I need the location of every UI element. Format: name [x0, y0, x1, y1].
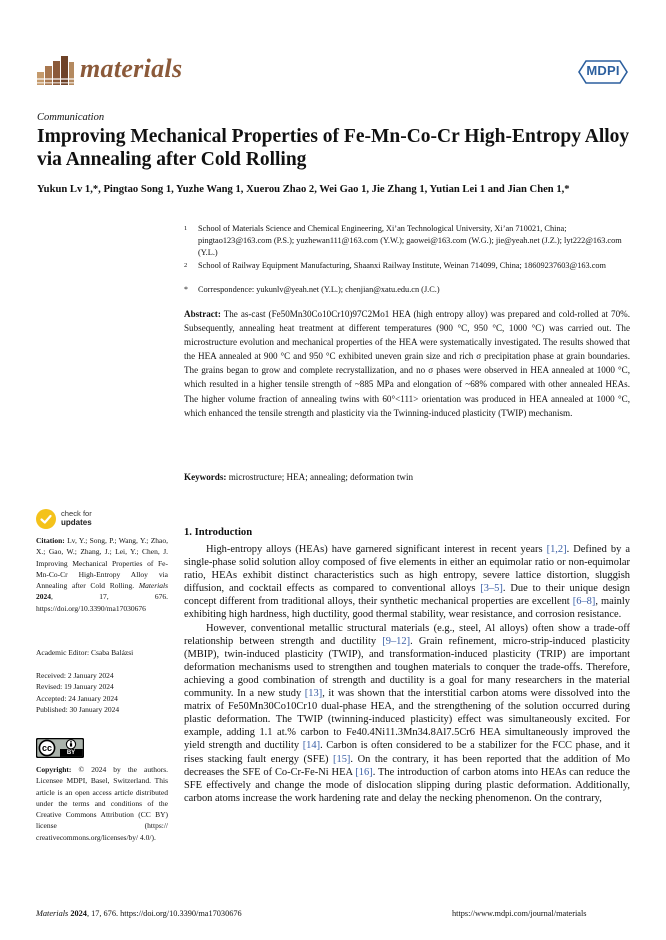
footer-doi-link[interactable]: , 17, 676. https://doi.org/10.3390/ma17030676 [86, 909, 242, 918]
text-run: . The introduction of carbon atoms into HEAs can reduce the SFE effectively and change the mode of dislocation slipping during plastic deformation. Additionally, carbon atoms increase the work hardening rate and delay the necking phenomenon. On the contrary, [184, 766, 630, 804]
check-for-updates-button[interactable] [36, 508, 156, 534]
affiliation-mark: 1 [184, 225, 188, 232]
citation-doi-link[interactable]: , 17, 676. https://doi.org/10.3390/ma17030676 [36, 592, 168, 613]
date-accepted: Accepted: 24 January 2024 [36, 693, 118, 703]
keywords-label: Keywords: [184, 472, 227, 482]
introduction-body [184, 543, 630, 805]
footer-citation [36, 909, 242, 918]
article-type: Communication [37, 112, 105, 123]
journal-name: materials [80, 54, 183, 83]
copyright-label: Copyright: [36, 765, 72, 774]
cc-label: cc [41, 743, 52, 753]
text-run: , it was shown that the interstitial carbon atoms were dissolved into the matrix of Fe50Mn30Co10Cr10 dual-phase HEA, and the strengthening of the solution occurred during plastic deformation. The TWIP (twinning-induced plasticity) effect was simultaneously excited. For example, adding 1.1 at.% carbon to Fe40.4Ni11.3Mn34.8Al7.5Cr6 HEA simultaneously improved the yield strength and ductility [184, 688, 630, 752]
citation-label: Citation: [36, 536, 65, 545]
article-title: Improving Mechanical Properties of Fe-Mn-Co-Cr High-Entropy Alloy via Annealing after Cold Rolling [37, 126, 630, 170]
footer-journal: Materials [36, 909, 69, 918]
check-updates-label [61, 509, 92, 527]
text-run: . On the contrary, it has been reported that the addition of Mo decreases the SFE of Co-Cr-Fe-Ni HEA [184, 753, 630, 778]
keywords-text: microstructure; HEA; annealing; deformation twin [228, 472, 414, 482]
academic-editor: Academic Editor: Csaba Balázsi [36, 648, 134, 657]
copyright-text: © 2024 by the authors. Licensee MDPI, Basel, Switzerland. This article is an open access article distributed under the terms and conditions of the Creative Commons Attribution (CC BY) license (https:// creativecommons.org/licenses/by/ 4.0/). [36, 765, 168, 842]
date-received: Received: 2 January 2024 [36, 671, 114, 680]
abstract [184, 307, 630, 420]
text-run: High-entropy alloys (HEAs) have garnered significant interest in recent years [206, 544, 547, 555]
check-updates-line2: updates [61, 518, 92, 527]
affiliations [0, 223, 666, 303]
citation-block [36, 535, 168, 614]
reference-link[interactable]: [1,2] [546, 544, 567, 555]
reference-link[interactable]: [9–12] [382, 635, 411, 647]
text-run: However, conventional metallic structural materials (e.g., steel, Al alloys) often show a trade-off relationship between strength and ductility [184, 622, 630, 647]
copyright-notice [36, 764, 168, 843]
footer-year: 2024 [70, 909, 87, 918]
date-revised: Revised: 19 January 2024 [36, 682, 114, 692]
affiliation-text: Correspondence: yukunlv@yeah.net (Y.L.); chenjian@xatu.edu.cn (J.C.) [198, 285, 440, 294]
mdpi-logo[interactable] [578, 60, 628, 84]
author-list: Yukun Lv 1,*, Pingtao Song 1, Yuzhe Wang 1, Xuerou Zhao 2, Wei Gao 1, Jie Zhang 1, Yutian Lei 1 and Jian Chen 1,* [37, 184, 570, 195]
publisher-name: MDPI [586, 63, 620, 78]
text-run: , mainly exhibiting high hardness, high ductility, good thermal stability, wear resistance, and corrosion resistance. [184, 596, 630, 621]
text-run: . Defined by a single-phase solid solution alloy composed of five elements in either an equimolar ratio or non-equimolar ratio, HEAs exhibit distinct characteristics such as high entropy, severe lattice distortion, sluggish diffusion, and cocktail effects as compared to conventional alloys [184, 544, 630, 595]
publication-dates [36, 670, 168, 715]
affiliation-mark: * [184, 285, 188, 294]
text-run: . Grain refinement, micro-strip-induced plasticity (MBIP), twin-induced plasticity (TWIP), and transformation-induced plasticity (TRIP) are important deformation mechanisms used to strengthen and toughen materials to conquer the trade-offs. Therefore, achieving a good combination of strength and ductility is a goal for many researchers in the material community. In a new study [184, 635, 630, 700]
citation-journal: Materials [138, 581, 168, 591]
affiliation-text: School of Materials Science and Chemical Engineering, Xi’an Technological University, Xi’an 710021, China; pingtao123@163.com (P.S.); yuzhewan111@163.com (Y.W.); gaowei@163.com (W.G.); jie@yeah.net (J.Z.); lyt222@163.com (Y.L.) [198, 224, 622, 257]
check-updates-icon [36, 509, 56, 529]
reference-link[interactable]: [15] [333, 753, 351, 765]
reference-link[interactable]: [13] [304, 688, 323, 700]
affiliation-text: School of Railway Equipment Manufacturing, Shaanxi Railway Institute, Weinan 714099, China; 18609237603@163.com [198, 261, 607, 270]
citation-text: Lv, Y.; Song, P.; Wang, Y.; Zhao, X.; Gao, W.; Zhang, J.; Lei, Y.; Chen, J. Improving Mechanical Properties of Fe-Mn-Co-Cr High-Entropy Alloy via Annealing after Cold Rolling. [36, 536, 169, 591]
citation-year: 2024 [36, 592, 51, 602]
date-published: Published: 30 January 2024 [36, 704, 120, 714]
footer-journal-url[interactable]: https://www.mdpi.com/journal/materials [452, 909, 587, 918]
abstract-text: The as-cast (Fe50Mn30Co10Cr10)97C2Mo1 HEA (high entropy alloy) was prepared and cold-rolled at 70%. Subsequently, annealing heat treatment at different temperatures (900 °C, 950 °C, 1000 °C) was carried out. The microstructure evolution and mechanical properties of the HEA were systematically investigated. The results showed that the HEA annealed at 900 °C and 950 °C exhibited uneven grain size and rich σ precipitation phase at grain boundaries. The grains began to grow and complete recrystallization, and no σ phases were observed in HEA annealed at 1000 °C, which resulted in a higher tensile strength of ~885 MPa and elongation of ~68% compared with other annealed HEAs. The higher volume fraction of annealing twins with 60°<111> orientation was produced in HEA annealed at 1000 °C, which enhanced the tensile strength and plasticity via the Twinning-induced plasticity (TWIP) mechanism. [184, 309, 631, 418]
materials-journal-logo-icon [36, 52, 76, 86]
keywords [184, 471, 630, 484]
cc-by-license-badge[interactable] [36, 738, 84, 758]
reference-link[interactable]: [6–8] [572, 596, 596, 608]
reference-link[interactable]: [3–5] [480, 583, 503, 595]
abstract-label: Abstract: [184, 309, 221, 319]
affiliation-mark: 2 [184, 262, 188, 269]
text-run: . Carbon is often considered to be a stabilizer for the FCC phase, and it rises stacking fault energy (SFE) [184, 740, 630, 765]
paragraph [184, 622, 630, 805]
journal-logo[interactable] [36, 52, 186, 88]
paragraph [184, 543, 630, 622]
section-heading: 1. Introduction [184, 527, 253, 538]
check-updates-line1: check for [61, 509, 92, 518]
reference-link[interactable]: [14] [302, 740, 321, 752]
reference-link[interactable]: [16] [355, 766, 373, 778]
by-label: BY [66, 749, 76, 756]
text-run: . Due to their unique design concept different from traditional alloys, their synthetic mechanical properties are excellent [184, 583, 631, 608]
